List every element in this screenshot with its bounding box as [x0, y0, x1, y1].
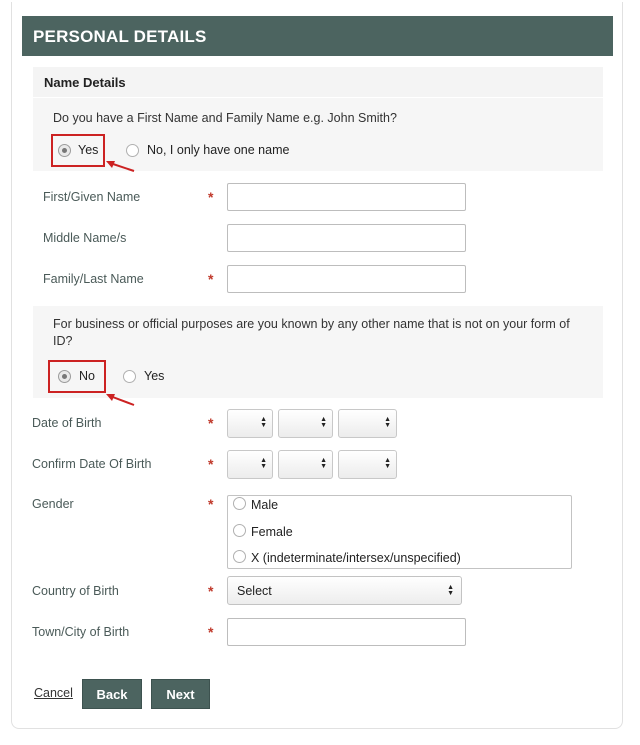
- name-details-header: [33, 67, 603, 97]
- family-name-label: Family/Last Name: [43, 272, 144, 286]
- pointer-arrow-icon: [104, 158, 136, 174]
- radio-gender-x-label[interactable]: X (indeterminate/intersex/unspecified): [251, 551, 461, 565]
- middle-name-label: Middle Name/s: [43, 231, 127, 245]
- radio-other-name-yes-label[interactable]: Yes: [144, 369, 165, 383]
- cancel-link[interactable]: Cancel: [34, 686, 73, 700]
- required-marker: *: [208, 415, 214, 431]
- radio-gender-x[interactable]: [233, 550, 246, 563]
- stepper-arrows-icon: ▲ ▼: [260, 416, 267, 429]
- next-button[interactable]: Next: [151, 679, 210, 709]
- page-title: PERSONAL DETAILS: [33, 27, 207, 46]
- name-details-title: Name Details: [44, 75, 126, 90]
- radio-first-family-yes[interactable]: [58, 144, 71, 157]
- stepper-arrows-icon: ▲ ▼: [384, 457, 391, 470]
- radio-first-family-one-name[interactable]: [126, 144, 139, 157]
- required-marker: *: [208, 456, 214, 472]
- radio-other-name-yes[interactable]: [123, 370, 136, 383]
- stepper-arrows-icon: ▲ ▼: [384, 416, 391, 429]
- first-name-input[interactable]: [227, 183, 466, 211]
- radio-other-name-no[interactable]: [58, 370, 71, 383]
- pointer-arrow-icon: [104, 392, 136, 408]
- town-of-birth-input[interactable]: [227, 618, 466, 646]
- radio-gender-male[interactable]: [233, 497, 246, 510]
- family-name-input[interactable]: [227, 265, 466, 293]
- dob-month-select[interactable]: [278, 409, 333, 438]
- town-of-birth-label: Town/City of Birth: [32, 625, 130, 639]
- radio-gender-female[interactable]: [233, 524, 246, 537]
- required-marker: *: [208, 496, 214, 512]
- highlight-box-no: [48, 360, 106, 393]
- stepper-arrows-icon: ▲ ▼: [447, 584, 454, 597]
- stepper-arrows-icon: ▲ ▼: [260, 457, 267, 470]
- back-button[interactable]: Back: [82, 679, 142, 709]
- radio-other-name-no-label[interactable]: No: [79, 369, 95, 383]
- country-of-birth-value: Select: [237, 584, 272, 598]
- stepper-arrows-icon: ▲ ▼: [320, 416, 327, 429]
- radio-gender-male-label[interactable]: Male: [251, 498, 279, 512]
- dob-year-select[interactable]: [338, 409, 397, 438]
- middle-name-input[interactable]: [227, 224, 466, 252]
- stepper-arrows-icon: ▲ ▼: [320, 457, 327, 470]
- first-name-label: First/Given Name: [43, 190, 141, 204]
- other-name-question-panel: [33, 306, 603, 398]
- country-of-birth-label: Country of Birth: [32, 584, 119, 598]
- radio-gender-female-label[interactable]: Female: [251, 525, 293, 539]
- required-marker: *: [208, 583, 214, 599]
- other-name-question: For business or official purposes are you known by any other name that is not on your form of ID?: [53, 317, 570, 348]
- required-marker: *: [208, 271, 214, 287]
- dob-label: Date of Birth: [32, 416, 102, 430]
- confirm-dob-label: Confirm Date Of Birth: [32, 457, 152, 471]
- gender-label: Gender: [32, 497, 74, 511]
- confirm-dob-day-select[interactable]: [227, 450, 273, 479]
- radio-first-family-yes-label[interactable]: Yes: [78, 143, 99, 157]
- dob-day-select[interactable]: [227, 409, 273, 438]
- confirm-dob-month-select[interactable]: [278, 450, 333, 479]
- first-family-question: Do you have a First Name and Family Name e.g. John Smith?: [53, 111, 397, 125]
- required-marker: *: [208, 189, 214, 205]
- page-header: [22, 16, 613, 56]
- required-marker: *: [208, 624, 214, 640]
- country-of-birth-select[interactable]: [227, 576, 462, 605]
- confirm-dob-year-select[interactable]: [338, 450, 397, 479]
- radio-first-family-one-name-label[interactable]: No, I only have one name: [147, 143, 290, 157]
